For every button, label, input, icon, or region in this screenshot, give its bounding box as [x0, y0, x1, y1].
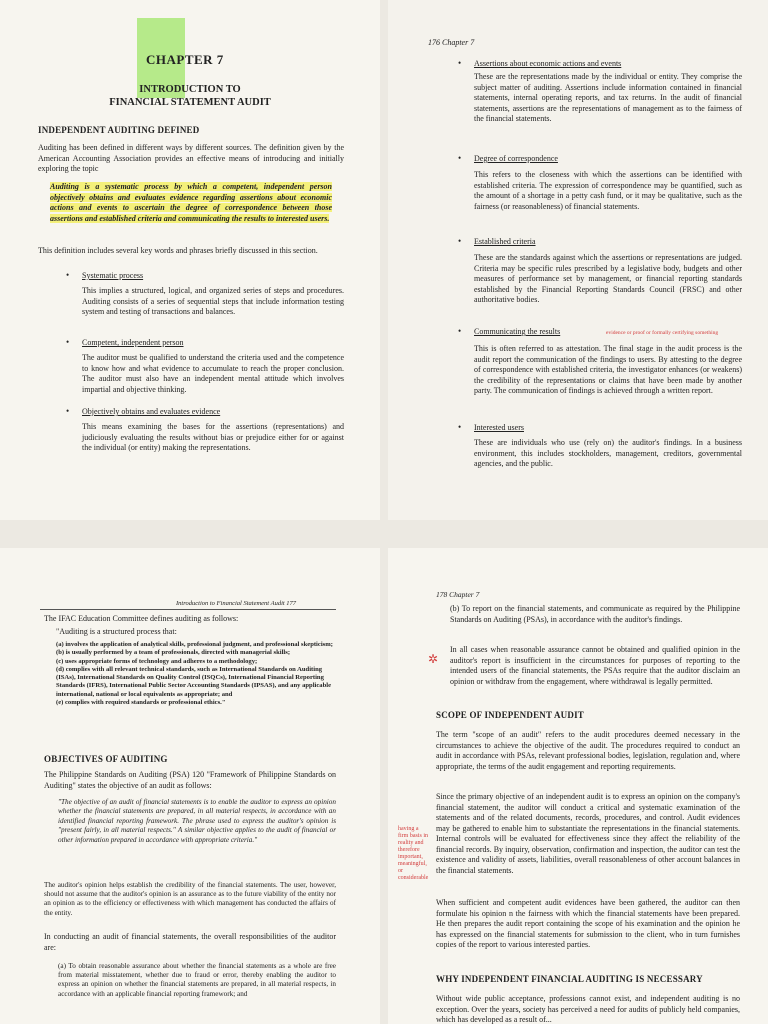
chapter-title-line2: FINANCIAL STATEMENT AUDIT: [109, 97, 271, 108]
ifac-item: (e) complies with required standards or professional ethics.": [56, 699, 226, 707]
opinion-paragraph: The auditor's opinion helps establish the credibility of the financial statements. The user, however, should not assume that the auditor's opinion is an assurance as to the future viability of the entity nor an opinion as to the efficiency or effectiveness with which management has conducted the affairs of the entity.: [44, 881, 336, 917]
item-text: This is often referred to as attestation. The final stage in the audit process is the audit report the communication of the findings to users. By attesting to the degree of correspondence with established criteria, the investigator enhances (or weakens) the credibility of the representations or claims that have been made by another party. The communication of findings is achieved through a written report.: [474, 344, 742, 395]
page-177: [0, 548, 380, 1024]
page-176: 176 Chapter 7 • Assertions about economic actions and events These are the representations made by the individual or entity. They comprise the subject matter of auditing. Assertions include information contained in financial statements, internal operating reports, and tax returns. In the audit of financial statements, assertions are the representations of management as to the fairness of the financial statements. • Degree of correspondence This refers to the closeness with which the assertions can be identified with established criteria. The expression of correspondence may be quantified, such as the amount of a shortage in a petty cash fund, or it may be qualitative, such as the fairness (or reasonableness) of financial statements. • Established criteria These are the standards against which the assertions or representations are judged. Criteria may be specific rules prescribed by a legislative body, budgets and other measures of performance set by management, or financial reporting standards established by the Financial Reporting Standards Council (FRSC) and other authoritative bodies. • Communicating the results evidence or proof or formally certifying something This is often referred to as attestation. The final stage in the audit process is the audit report the communication of the findings to users. By attesting to the degree of correspondence with established criteria, the investigator enhances (or weakens) the credibility of the representations or claims that have been made by another party. The communication of findings is achieved through a written report. • Interested users These are individuals who use (rely on) the auditor's findings. In a business environment, this includes stockholders, management, creditors, governmental agencies, and the public.: [388, 0, 768, 520]
item-term: Established criteria: [474, 237, 536, 246]
item-text: This implies a structured, logical, and organized series of steps and procedures. Auditing consists of a series of sequential steps that include information testing system and testing of transactions and balances.: [82, 286, 344, 316]
lead-paragraph: This definition includes several key words and phrases briefly discussed in this section.: [38, 246, 318, 255]
definition-quote: [50, 182, 332, 224]
item-term: Assertions about economic actions and events: [474, 59, 622, 68]
item-text: The auditor must be qualified to understand the criteria used and the competence to know how and what evidence to accumulate to reach the proper conclusion. The auditor must also have an independent mental attitude which involves impartial and objective thinking.: [82, 353, 344, 394]
page-175: CHAPTER 7 INTRODUCTION TO FINANCIAL STATEMENT AUDIT INDEPENDENT AUDITING DEFINED Auditing has been defined in different ways by different sources. The definition given by the American Accounting Association provides an effective means of introducing and initially exploring the topic Auditing is a systematic process by which a competent, independent person objectively obtains and evaluates evidence regarding assertions about economic actions and events to ascertain the degree of correspondence between those assertions and established criteria and communicating the results to interested users. This definition includes several key words and phrases briefly discussed in this section. • Systematic process This implies a structured, logical, and organized series of steps and procedures. Auditing consists of a series of sequential steps that include information testing system and testing of transactions and balances. • Competent, independent person The auditor must be qualified to understand the criteria used and the competence to know how and what evidence to accumulate to reach the proper conclusion. The auditor must also have an independent mental attitude which involves impartial and objective thinking. • Objectively obtains and evaluates evidence This means examining the bases for the assertions (representations) and judiciously evaluating the results without bias or prejudice either for or against the individual (or entity) making the representations.: [0, 0, 380, 520]
item-text: These are the representations made by the individual or entity. They comprise the subject matter of auditing. Assertions include information contained in financial statements, internal operating reports, and tax returns. In the audit of financial statements, assertions are the representations of management as to the fairness of the financial statements.: [474, 72, 742, 123]
star-mark-icon: ✲: [428, 652, 439, 666]
intro-paragraph: Auditing has been defined in different ways by different sources. The definition given by the American Accounting Association provides an effective means of introducing and initially exploring the topic: [38, 143, 344, 173]
ifac-item: (c) uses appropriate forms of technology and adheres to a methodology;: [56, 657, 258, 665]
item-term: Objectively obtains and evaluates evidence: [82, 407, 221, 416]
page-header: 176 Chapter 7: [428, 38, 475, 47]
cannot-obtain-paragraph: In all cases when reasonable assurance cannot be obtained and qualified opinion in the auditor's report is insufficient in the circumstances for purposes of reporting to the intended users of the financial statements, the PSAs require that the auditor disclaim an opinion or withdraw from the engagement, where withdrawal is legally permitted.: [450, 645, 740, 686]
item-term: Degree of correspondence: [474, 154, 558, 163]
page-header: 178 Chapter 7: [436, 590, 480, 599]
item-text: This means examining the bases for the assertions (representations) and judiciously evaluating the results without bias or prejudice either for or against the individual (or entity) making the representations.: [82, 422, 344, 452]
ifac-item: (d) complies with all relevant technical standards, such as International Standards on Auditing (ISAs), International Standards on Quality Control (ISQCs), International Financial Reporting Standards (IFRS), International Public Sector Accounting Standards (IPSAS), and any applicable international, national or local equivalents as appropriate; and: [56, 665, 332, 698]
psa-lead: The Philippine Standards on Auditing (PSA) 120 "Framework of Philippine Standards on Auditing" states the objective of an audit as follows:: [44, 770, 336, 790]
page-178: [388, 548, 768, 1024]
definition-text: Auditing is a systematic process by which a competent, independent person objectively obtains and evaluates evidence regarding assertions about economic actions and events to ascertain the degree of correspondence between those assertions and established criteria and communicating the results to interested users.: [50, 182, 332, 223]
item-text: These are individuals who use (rely on) the auditor's findings. In a business environment, this includes stockholders, management, creditors, governmental agencies, and the public.: [474, 438, 742, 468]
ifac-lead: The IFAC Education Committee defines auditing as follows:: [44, 614, 239, 623]
item-term: Competent, independent person: [82, 338, 184, 347]
item-text: These are the standards against which the assertions or representations are judged. Criteria may be specific rules prescribed by a legislative body, budgets and other measures of performance set by management, or financial reporting standards established by the Financial Reporting Standards Council (FRSC) and other authoritative bodies.: [474, 253, 742, 304]
section-heading: INDEPENDENT AUDITING DEFINED: [38, 125, 200, 135]
responsibility-b: (b) To report on the financial statements, and communicate as required by the Philippine Standards on Auditing (PSAs), in accordance with the auditor's findings.: [450, 604, 740, 624]
item-term: Systematic process: [82, 271, 144, 280]
responsibility-a: (a) To obtain reasonable assurance about whether the financial statements as a whole are free from material misstatement, whether due to fraud or error, thereby enabling the auditor to express an opinion on whether the financial statements are prepared, in all material respects, in accordance with an applicable financial reporting framework; and: [58, 962, 336, 998]
ifac-list: [56, 641, 336, 707]
ifac-item: (a) involves the application of analytical skills, professional judgment, and professional skepticism;: [56, 641, 333, 648]
section-heading: OBJECTIVES OF AUDITING: [44, 754, 168, 764]
chapter-title-line1: INTRODUCTION TO: [139, 84, 241, 95]
section-heading: WHY INDEPENDENT FINANCIAL AUDITING IS NECESSARY: [436, 974, 703, 984]
why-paragraph: Without wide public acceptance, professions cannot exist, and independent auditing is no exception. Over the years, society has perceived a need for audits of publicly held companies, which has developed as a result of...: [436, 994, 740, 1024]
item-text: This refers to the closeness with which the assertions can be identified with established criteria. The expression of correspondence may be quantified, such as the amount of a shortage in a petty cash fund, or it may be qualitative, such as the fairness (or reasonableness) of financial statements.: [474, 170, 742, 211]
margin-annotation: evidence or proof or formally certifying something: [606, 330, 719, 336]
scope-paragraph: The term "scope of an audit" refers to the audit procedures deemed necessary in the circumstances to achieve the objective of the audit. The procedures required to conduct an audit in accordance with PSAs, relevant professional bodies, legislation, regulation and, where appropriate, the terms of the audit engagement and reporting requirements.: [436, 730, 740, 771]
responsibilities-lead: In conducting an audit of financial statements, the overall responsibilities of the auditor are:: [44, 932, 336, 952]
since-paragraph: Since the primary objective of an independent audit is to express an opinion on the company's financial statement, the auditor will conduct a critical and systematic examination of the statements and of the related documents, records, procedures, and control. Audit evidences may be gathered to enable him to substantiate the representations in the financial statements. Internal controls will be evaluated for effectiveness since they affect the reliability of the financial records. By inquiry, observation, confirmation and inspection, the auditor can test the existence and validity of assets, liabilities, overall reasonableness of other account balances in the financial statements.: [436, 792, 740, 875]
ifac-item: (b) is usually performed by a team of professionals, directed with managerial skills;: [56, 649, 291, 657]
psa-quote: "The objective of an audit of financial statements is to enable the auditor to express an opinion whether the financial statements are prepared, in all material respects, in accordance with an identified financial reporting framework. The phrase used to express the auditor's opinion is "present fairly, in all material respects." A similar objective applies to the audit of financial or other information prepared in accordance with appropriate criteria.": [58, 798, 336, 844]
when-paragraph: When sufficient and competent audit evidences have been gathered, the auditor can then formulate his opinion n the fairness with which the financial statements have been prepared. He then prepares the audit report containing the scope of his examination and the opinion he has expressed on the financial statements for submission to the client, who in turn furnishes copies of the report to various interested parties.: [436, 898, 740, 949]
page-header: Introduction to Financial Statement Audit 177: [176, 600, 297, 607]
ifac-quote: "Auditing is a structured process that:: [56, 627, 177, 636]
item-term: Communicating the results: [474, 327, 561, 336]
item-term: Interested users: [474, 423, 524, 432]
section-heading: SCOPE OF INDEPENDENT AUDIT: [436, 710, 584, 720]
margin-note: having a firm basis in reality and therefore important, meaningful, or considerable: [398, 826, 429, 881]
chapter-label: CHAPTER 7: [146, 52, 224, 67]
